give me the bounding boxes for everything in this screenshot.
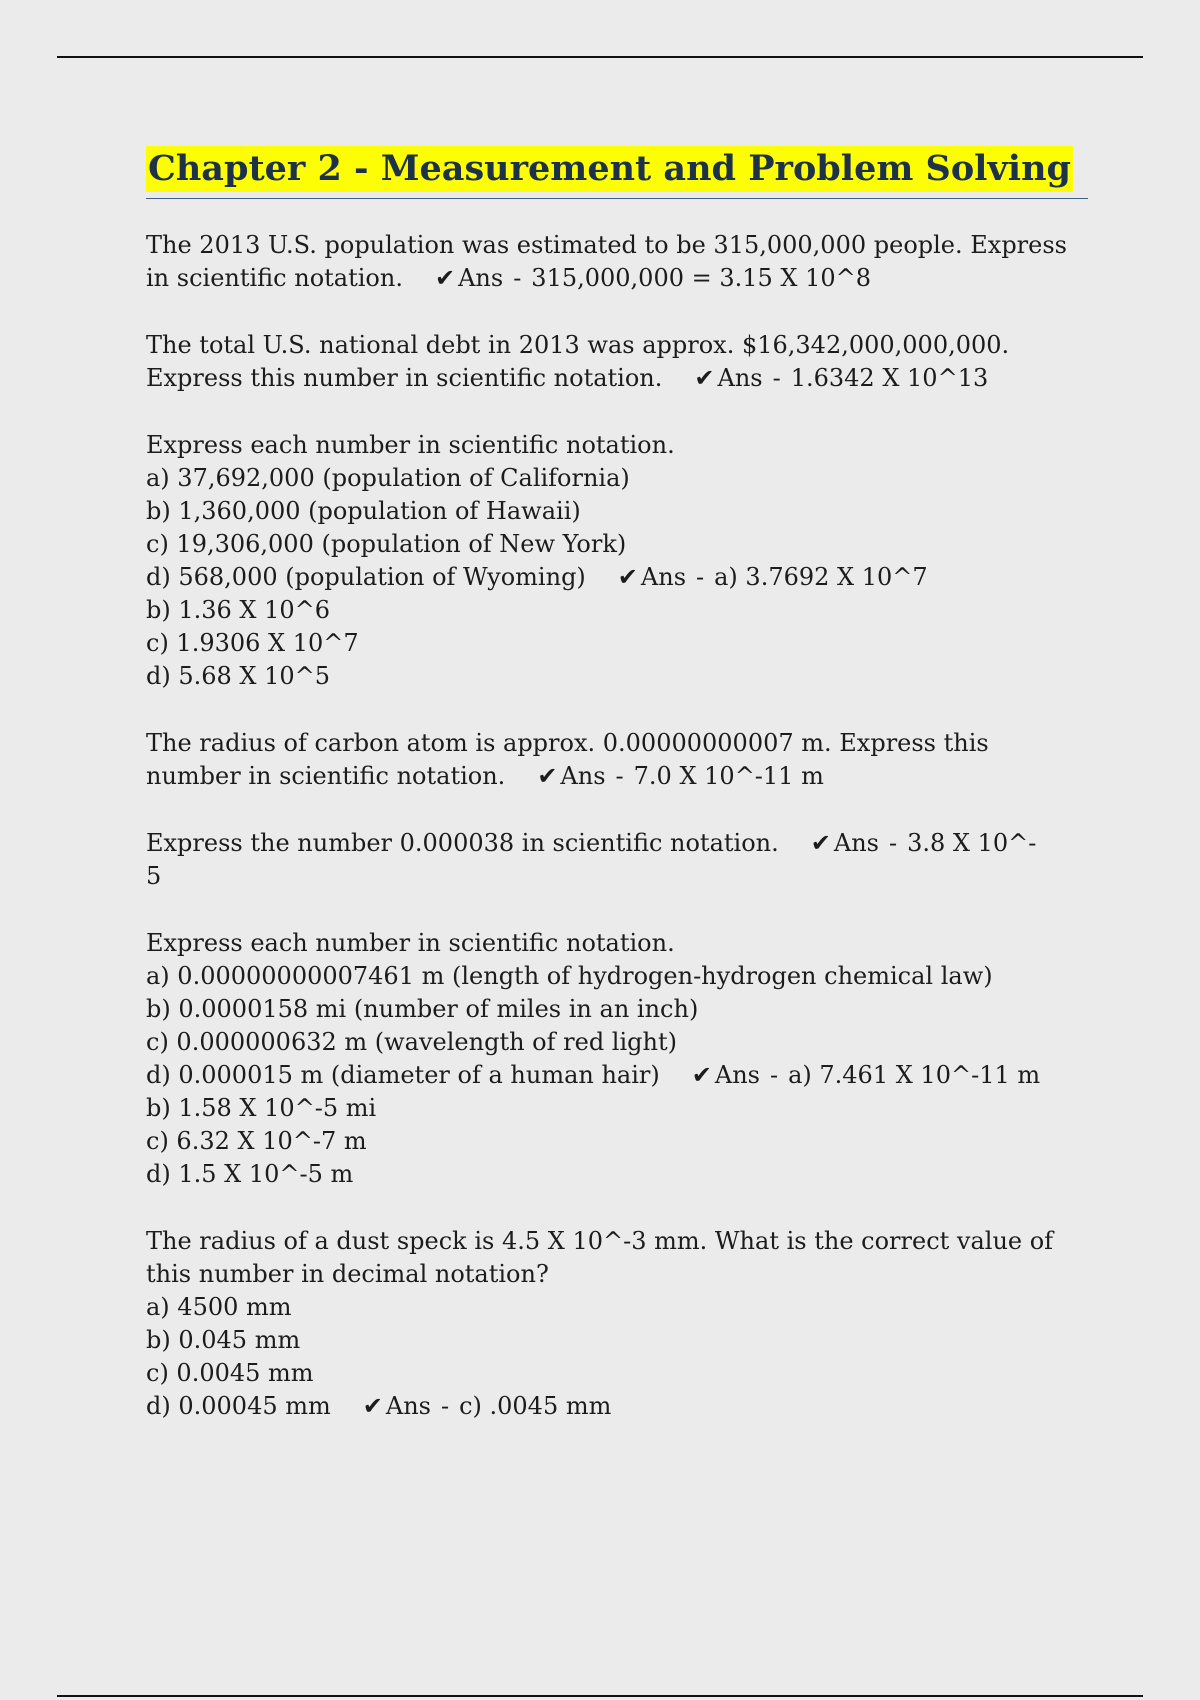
answer-label: Ans [385,1392,431,1420]
option-item: c) 19,306,000 (population of New York) [146,530,627,558]
question-text: The 2013 U.S. population was estimated to be 315,000,000 people. Express [146,231,1067,259]
answer [694,364,988,392]
answer-value: 3.8 X 10^- [907,829,1037,857]
question-prompt: Express each number in scientific notation. [146,431,675,459]
answer-value: d) 5.68 X 10^5 [146,662,331,690]
question-text: The radius of a dust speck is 4.5 X 10^-3 mm. What is the correct value of [146,1227,1054,1255]
bottom-rule [57,1695,1143,1697]
option-item: a) 0.00000000007461 m (length of hydrogen-hydrogen chemical law) [146,962,993,990]
option-item: b) 1,360,000 (population of Hawaii) [146,497,581,525]
option-item: d) 0.00045 mm [146,1392,331,1420]
answer-dash: - [888,829,898,857]
answer-label: Ans [458,264,504,292]
answer-value: 315,000,000 = 3.15 X 10^8 [531,264,872,292]
answer [692,1061,1040,1089]
question-7 [146,1225,1086,1423]
answer-value: 7.0 X 10^-11 m [633,762,824,790]
answer-value: b) 1.36 X 10^6 [146,596,331,624]
answer-label: Ans [717,364,763,392]
answer-value: b) 1.58 X 10^-5 mi [146,1094,377,1122]
check-icon: ✔ [694,364,715,392]
option-item: b) 0.045 mm [146,1326,301,1354]
check-icon: ✔ [537,762,558,790]
document-body [146,146,1086,1457]
question-3 [146,429,1086,693]
answer-value: 1.6342 X 10^13 [790,364,989,392]
answer-value: d) 1.5 X 10^-5 m [146,1160,354,1188]
answer-label: Ans [714,1061,760,1089]
answer [618,563,928,591]
option-item: c) 0.000000632 m (wavelength of red light) [146,1028,677,1056]
answer-value: c) 6.32 X 10^-7 m [146,1127,367,1155]
answer-dash: - [696,563,705,591]
option-item: d) 568,000 (population of Wyoming) [146,563,586,591]
answer-value: a) 3.7692 X 10^7 [714,563,928,591]
answer-dash: - [513,264,522,292]
question-5 [146,827,1086,893]
check-icon: ✔ [691,1061,712,1089]
question-text: number in scientific notation. [146,762,506,790]
top-rule [57,56,1143,58]
check-icon: ✔ [362,1392,383,1420]
question-prompt: Express each number in scientific notation. [146,929,675,957]
answer-value: c) .0045 mm [459,1392,612,1420]
answer [811,829,1037,857]
answer-value: c) 1.9306 X 10^7 [146,629,359,657]
option-item: a) 4500 mm [146,1293,292,1321]
check-icon: ✔ [810,829,831,857]
question-6 [146,927,1086,1191]
chapter-title: Chapter 2 - Measurement and Problem Solving [146,146,1073,192]
question-4 [146,727,1086,793]
answer [537,762,824,790]
question-text: Express the number 0.000038 in scientific notation. [146,829,779,857]
option-item: b) 0.0000158 mi (number of miles in an inch) [146,995,699,1023]
question-text: The total U.S. national debt in 2013 was approx. $16,342,000,000,000. [146,331,1010,359]
answer-dash: - [769,1061,779,1089]
question-text: The radius of carbon atom is approx. 0.00000000007 m. Express this [146,729,989,757]
question-2 [146,329,1086,395]
question-text: this number in decimal notation? [146,1260,549,1288]
option-item: c) 0.0045 mm [146,1359,314,1387]
option-item: d) 0.000015 m (diameter of a human hair) [146,1061,660,1089]
answer-label: Ans [560,762,606,790]
answer-value: 5 [146,862,162,890]
question-text: Express this number in scientific notation. [146,364,663,392]
answer-value: a) 7.461 X 10^-11 m [788,1061,1041,1089]
answer [435,264,871,292]
answer-dash: - [615,762,624,790]
answer-dash: - [772,364,781,392]
question-1 [146,229,1086,295]
answer-label: Ans [640,563,687,591]
question-text: in scientific notation. [146,264,403,292]
answer-dash: - [440,1392,450,1420]
answer-label: Ans [833,829,879,857]
check-icon: ✔ [617,563,638,591]
check-icon: ✔ [434,264,456,292]
answer [363,1392,612,1420]
chapter-heading [146,146,1088,199]
option-item: a) 37,692,000 (population of California) [146,464,630,492]
